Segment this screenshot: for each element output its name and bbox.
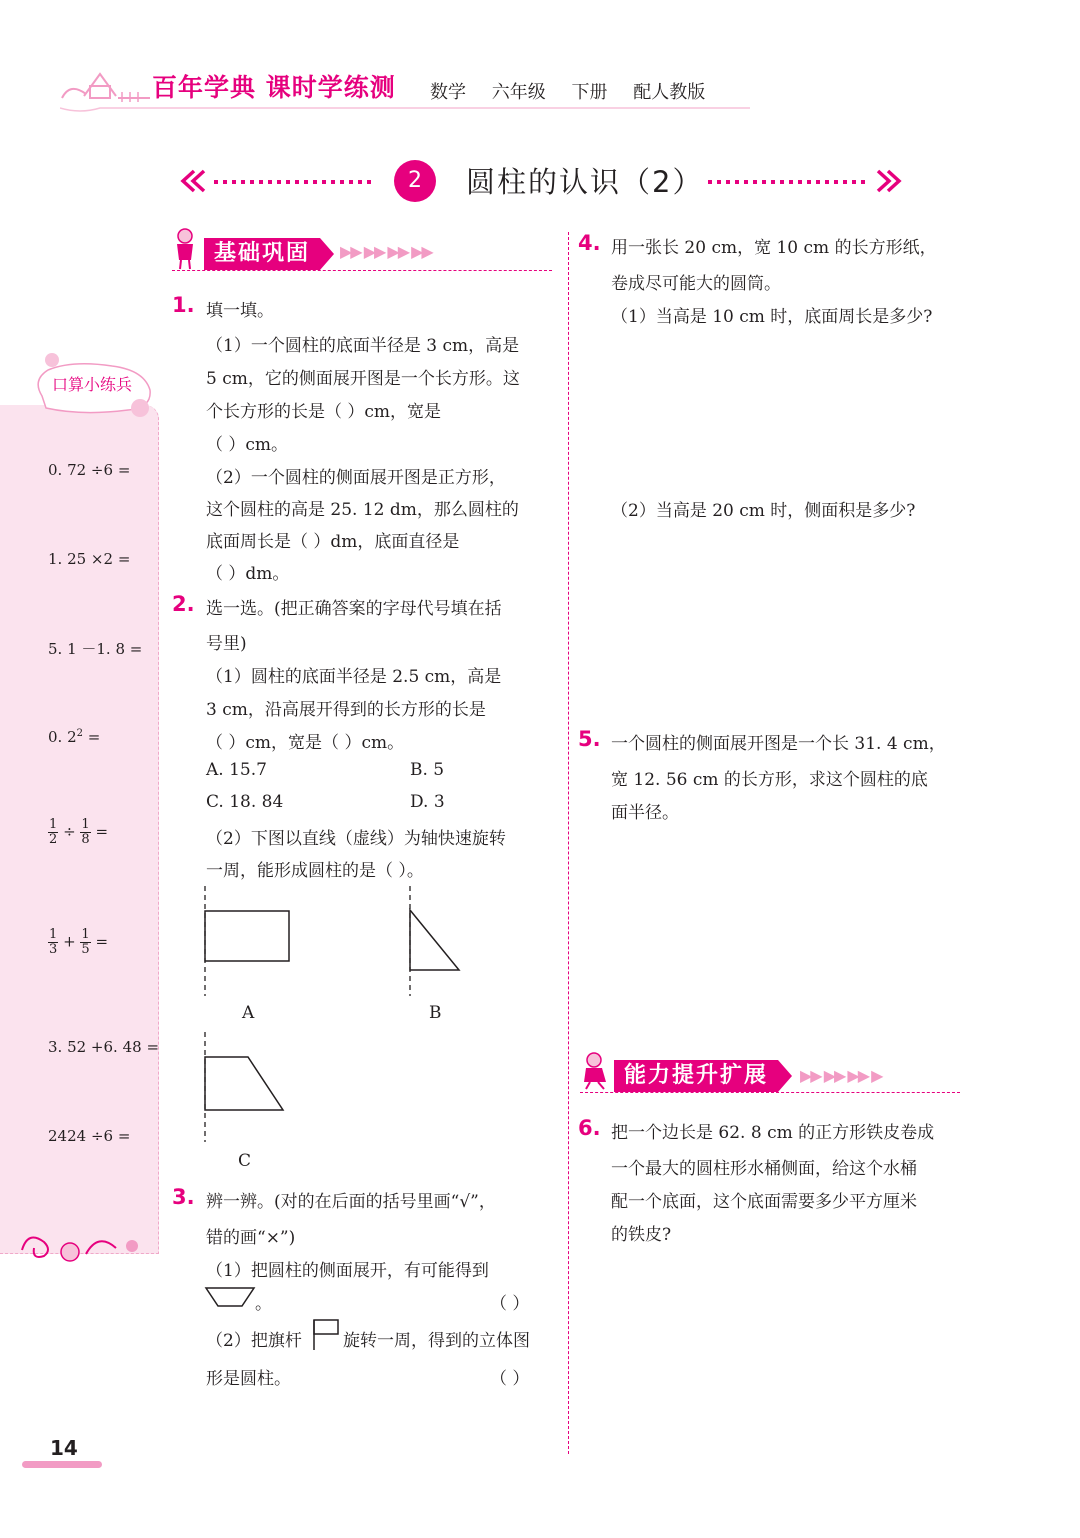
judge-item-2: （2）把旗杆: [206, 1331, 302, 1351]
equals: =: [87, 728, 101, 746]
text-line: 辨一辨。(对的在后面的括号里画“√”，: [206, 1192, 496, 1212]
mental-math-item: [48, 928, 108, 957]
mental-math-item: 0. 72 ÷6 =: [48, 461, 131, 479]
text-line: 旋转一周，得到的立体图: [343, 1331, 530, 1351]
fraction: $\frac{1}{5}$: [81, 927, 90, 957]
answer-paren: （ ）: [490, 1369, 530, 1389]
figure-label-b: B: [429, 1003, 442, 1023]
sidebar-flourish: [18, 1222, 148, 1266]
text-line: 的铁皮?: [611, 1225, 672, 1245]
mental-math-item: 5. 1 －1. 8 =: [48, 640, 143, 658]
text-line: 用一张长 20 cm，宽 10 cm 的长方形纸，: [611, 238, 937, 258]
option-a: A. 15.7: [206, 760, 267, 780]
power-exponent: 2: [76, 728, 83, 739]
girl-mascot-icon: [580, 1052, 610, 1090]
text-line: 3 cm，沿高展开得到的长方形的长是: [206, 700, 486, 720]
figure-b-triangle: [402, 886, 466, 998]
fraction: $\frac{1}{2}$: [49, 817, 58, 847]
term: 下册: [571, 82, 608, 103]
text-line: （1）一个圆柱的底面半径是 3 cm，高是: [206, 336, 520, 356]
figure-label-a: A: [242, 1003, 255, 1023]
fraction: $\frac{1}{3}$: [49, 927, 58, 957]
section-divider: [580, 1092, 960, 1093]
question-5-body: [611, 729, 946, 831]
text-line: 错的画“×”): [206, 1228, 296, 1248]
text-line: 把一个边长是 62. 8 cm 的正方形铁皮卷成: [611, 1123, 935, 1143]
question-number: 5.: [578, 727, 601, 751]
option-b: B. 5: [410, 760, 445, 780]
figure-a-rectangle: [198, 886, 298, 998]
section-chevrons: ▶▶ ▶▶ ▶▶ ▶: [800, 1066, 882, 1085]
question-1-body: [206, 331, 520, 591]
option-d: D. 3: [410, 792, 445, 812]
mental-math-item: 3. 52 +6. 48 =: [48, 1038, 160, 1056]
answer-paren: （ ）: [490, 1294, 530, 1314]
mental-math-item: [48, 728, 100, 746]
question-3-body: [206, 1187, 496, 1256]
equals: =: [95, 822, 109, 841]
mental-math-item: 2424 ÷6 =: [48, 1127, 131, 1145]
text-line: 这个圆柱的高是 25. 12 dm，那么圆柱的: [206, 500, 519, 520]
section-basic: 基础巩固: [204, 238, 320, 270]
page-number-bar: [22, 1461, 102, 1468]
equals: =: [95, 932, 109, 951]
text-line: 5 cm，它的侧面展开图是一个长方形。这: [206, 369, 520, 389]
question-6-body: [611, 1118, 934, 1253]
question-number: 6.: [578, 1116, 601, 1140]
section-chevrons: ▶▶ ▶▶ ▶▶ ▶▶: [340, 242, 432, 261]
section-divider: [172, 270, 552, 271]
text-line: 宽 12. 56 cm 的长方形，求这个圆柱的底: [611, 770, 928, 790]
text-line: （1）圆柱的底面半径是 2.5 cm，高是: [206, 667, 502, 687]
brand-title: 百年学典 课时学练测: [152, 73, 396, 102]
question-number: 4.: [578, 231, 601, 255]
text-line: 选一选。(把正确答案的字母代号填在括: [206, 599, 502, 619]
mental-math-item: 1. 25 ×2 =: [48, 550, 131, 568]
page-title: 圆柱的认识（2）: [466, 165, 704, 199]
text-line: 卷成尽可能大的圆筒。: [611, 274, 781, 294]
column-divider: [568, 232, 569, 1454]
figure-label-c: C: [238, 1151, 252, 1171]
fraction: $\frac{1}{8}$: [81, 817, 90, 847]
text-line: （2）下图以直线（虚线）为轴快速旋转: [206, 829, 506, 849]
operator: ÷: [63, 822, 76, 841]
text-line: （ ）cm，宽是（ ）cm。: [206, 733, 405, 753]
grade: 六年级: [491, 82, 546, 103]
text-line: 底面周长是（ ）dm，底面直径是: [206, 532, 460, 552]
text-line: 个长方形的长是（ ）cm，宽是: [206, 402, 442, 422]
text-line: （ ）dm。: [206, 564, 290, 584]
question-number: 1.: [172, 293, 195, 317]
judge-item-1: （1）把圆柱的侧面展开，有可能得到: [206, 1261, 489, 1281]
text-line: 一个圆柱的侧面展开图是一个长 31. 4 cm，: [611, 734, 946, 754]
header-meta: [430, 78, 725, 104]
title-left-decoration: [180, 168, 380, 194]
lesson-number-badge: 2: [394, 160, 436, 202]
question-2-part2: [206, 824, 506, 888]
question-number: 2.: [172, 592, 195, 616]
option-c: C. 18. 84: [206, 792, 284, 812]
text-line: 配一个底面，这个底面需要多少平方厘米: [611, 1192, 917, 1212]
edition: 配人教版: [633, 82, 706, 103]
text-line: 形是圆柱。: [206, 1369, 291, 1389]
question-number: 3.: [172, 1185, 195, 1209]
subject: 数学: [430, 82, 466, 103]
question-title: 填一填。: [206, 301, 274, 321]
title-right-decoration: [706, 168, 902, 194]
sub-question: （2）当高是 20 cm 时，侧面积是多少?: [611, 501, 916, 521]
text-line: 一个最大的圆柱形水桶侧面，给这个水桶: [611, 1159, 917, 1179]
text-line: 。: [255, 1294, 272, 1314]
page-number: 14: [50, 1436, 78, 1460]
flagpole-icon: [311, 1318, 341, 1352]
power-base: 0. 2: [48, 728, 77, 746]
figure-c-trapezoid: [198, 1032, 290, 1144]
text-line: （ ）cm。: [206, 435, 289, 455]
sub-question: （1）当高是 10 cm 时，底面周长是多少?: [611, 307, 933, 327]
question-2-body: [206, 594, 502, 761]
trapezoid-shape-icon: [204, 1286, 256, 1308]
sidebar-title: 口算小练兵: [52, 375, 133, 394]
section-advanced: 能力提升扩展: [614, 1060, 778, 1092]
mental-math-item: [48, 818, 108, 847]
header-house-icon: [60, 62, 155, 106]
text-line: 一周，能形成圆柱的是（ ）。: [206, 861, 424, 881]
operator: +: [63, 932, 76, 951]
header-underline: [60, 102, 760, 114]
girl-mascot-icon: [172, 228, 198, 270]
text-line: （2）一个圆柱的侧面展开图是正方形，: [206, 468, 506, 488]
text-line: 面半径。: [611, 803, 679, 823]
text-line: 号里): [206, 634, 247, 654]
question-4-body: [611, 233, 937, 302]
